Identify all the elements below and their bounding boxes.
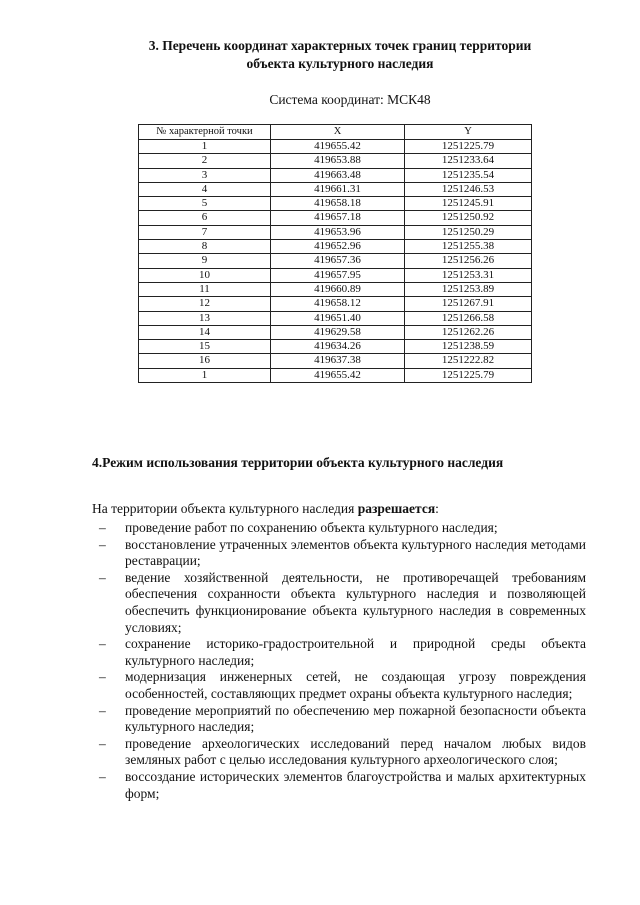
cell-point-number: 14 bbox=[139, 325, 271, 339]
cell-x: 419658.12 bbox=[271, 297, 405, 311]
intro-prefix: На территории объекта культурного наследия bbox=[92, 501, 358, 516]
cell-y: 1251267.91 bbox=[405, 297, 532, 311]
cell-y: 1251238.59 bbox=[405, 340, 532, 354]
table-row bbox=[139, 354, 532, 368]
cell-x: 419660.89 bbox=[271, 282, 405, 296]
table-row bbox=[139, 368, 532, 382]
cell-point-number: 6 bbox=[139, 211, 271, 225]
header-y: Y bbox=[405, 125, 532, 140]
section-4-heading: 4.Режим использования территории объекта культурного наследия bbox=[92, 455, 504, 470]
list-item-text: проведение работ по сохранению объекта культурного наследия; bbox=[125, 520, 498, 535]
cell-x: 419637.38 bbox=[271, 354, 405, 368]
cell-y: 1251250.92 bbox=[405, 211, 532, 225]
cell-x: 419653.96 bbox=[271, 225, 405, 239]
cell-point-number: 1 bbox=[139, 140, 271, 154]
list-item bbox=[92, 520, 586, 537]
cell-x: 419663.48 bbox=[271, 168, 405, 182]
cell-point-number: 7 bbox=[139, 225, 271, 239]
list-dash: – bbox=[99, 520, 106, 535]
section-3-title bbox=[100, 37, 580, 73]
table-row bbox=[139, 282, 532, 296]
section-3-title-line-2: объекта культурного наследия bbox=[246, 56, 434, 71]
list-item-text: ведение хозяйственной деятельности, не противоречащей требованиям обеспечения сохранности объекта культурного наследия и позволяющей обеспечить функционирование объекта культурного наследия в современных условиях; bbox=[125, 569, 586, 635]
table-row bbox=[139, 240, 532, 254]
list-item-text: проведение мероприятий по обеспечению мер пожарной безопасности объекта культурного наследия; bbox=[125, 702, 586, 735]
cell-point-number: 8 bbox=[139, 240, 271, 254]
cell-y: 1251256.26 bbox=[405, 254, 532, 268]
table-row bbox=[139, 211, 532, 225]
table-body bbox=[139, 140, 532, 383]
cell-x: 419651.40 bbox=[271, 311, 405, 325]
list-dash: – bbox=[99, 569, 106, 585]
cell-point-number: 10 bbox=[139, 268, 271, 282]
list-item bbox=[92, 636, 586, 669]
table-row bbox=[139, 268, 532, 282]
permitted-intro bbox=[92, 501, 439, 517]
list-item bbox=[92, 669, 586, 702]
list-dash: – bbox=[99, 669, 106, 685]
list-dash: – bbox=[99, 768, 106, 784]
list-dash: – bbox=[99, 636, 106, 652]
cell-point-number: 15 bbox=[139, 340, 271, 354]
list-item-text: модернизация инженерных сетей, не создающая угрозу повреждения особенностей, составляющих предмет охраны объекта культурного наследия; bbox=[125, 669, 586, 701]
list-dash: – bbox=[99, 735, 106, 751]
cell-x: 419655.42 bbox=[271, 140, 405, 154]
list-dash: – bbox=[99, 702, 106, 718]
cell-point-number: 9 bbox=[139, 254, 271, 268]
cell-x: 419657.18 bbox=[271, 211, 405, 225]
table-row bbox=[139, 168, 532, 182]
table-row bbox=[139, 225, 532, 239]
table-row bbox=[139, 197, 532, 211]
list-item bbox=[92, 570, 586, 636]
permitted-activities-list bbox=[92, 520, 586, 802]
cell-x: 419629.58 bbox=[271, 325, 405, 339]
table-row bbox=[139, 325, 532, 339]
cell-point-number: 3 bbox=[139, 168, 271, 182]
table-row bbox=[139, 140, 532, 154]
table-row bbox=[139, 311, 532, 325]
cell-y: 1251253.89 bbox=[405, 282, 532, 296]
intro-suffix: : bbox=[435, 501, 439, 516]
intro-bold-word: разрешается bbox=[357, 501, 436, 516]
cell-point-number: 4 bbox=[139, 182, 271, 196]
table-header-row bbox=[139, 125, 532, 140]
list-item bbox=[92, 537, 586, 570]
table-row bbox=[139, 154, 532, 168]
section-3-title-line-1: 3. Перечень координат характерных точек границ территории bbox=[148, 38, 532, 53]
cell-point-number: 5 bbox=[139, 197, 271, 211]
cell-y: 1251253.31 bbox=[405, 268, 532, 282]
cell-y: 1251235.54 bbox=[405, 168, 532, 182]
cell-y: 1251225.79 bbox=[405, 140, 532, 154]
cell-x: 419657.95 bbox=[271, 268, 405, 282]
cell-y: 1251222.82 bbox=[405, 354, 532, 368]
cell-point-number: 11 bbox=[139, 282, 271, 296]
list-item bbox=[92, 736, 586, 769]
cell-x: 419657.36 bbox=[271, 254, 405, 268]
cell-y: 1251246.53 bbox=[405, 182, 532, 196]
coordinate-system-label: Система координат: МСК48 bbox=[269, 92, 431, 107]
cell-point-number: 16 bbox=[139, 354, 271, 368]
cell-point-number: 2 bbox=[139, 154, 271, 168]
cell-x: 419655.42 bbox=[271, 368, 405, 382]
header-point-number: № характерной точки bbox=[139, 125, 271, 140]
cell-x: 419652.96 bbox=[271, 240, 405, 254]
table-row bbox=[139, 182, 532, 196]
cell-y: 1251225.79 bbox=[405, 368, 532, 382]
cell-y: 1251266.58 bbox=[405, 311, 532, 325]
cell-x: 419661.31 bbox=[271, 182, 405, 196]
cell-x: 419634.26 bbox=[271, 340, 405, 354]
list-item bbox=[92, 703, 586, 736]
list-dash: – bbox=[99, 536, 106, 552]
cell-y: 1251245.91 bbox=[405, 197, 532, 211]
list-item-text: сохранение историко-градостроительной и природной среды объекта культурного наследия; bbox=[125, 636, 586, 668]
cell-point-number: 12 bbox=[139, 297, 271, 311]
cell-y: 1251255.38 bbox=[405, 240, 532, 254]
cell-x: 419658.18 bbox=[271, 197, 405, 211]
cell-y: 1251250.29 bbox=[405, 225, 532, 239]
list-item bbox=[92, 769, 586, 802]
list-item-text: восстановление утраченных элементов объекта культурного наследия методами реставрации; bbox=[125, 536, 586, 569]
header-x: X bbox=[271, 125, 405, 140]
cell-y: 1251233.64 bbox=[405, 154, 532, 168]
cell-x: 419653.88 bbox=[271, 154, 405, 168]
cell-point-number: 1 bbox=[139, 368, 271, 382]
table-row bbox=[139, 254, 532, 268]
list-item-text: воссоздание исторических элементов благоустройства и малых архитектурных форм; bbox=[125, 768, 586, 801]
table-row bbox=[139, 297, 532, 311]
list-item-text: проведение археологических исследований перед началом любых видов земляных работ с целью исследования культурного археологического слоя; bbox=[125, 735, 586, 768]
table-row bbox=[139, 340, 532, 354]
cell-y: 1251262.26 bbox=[405, 325, 532, 339]
coordinates-table bbox=[138, 124, 532, 383]
cell-point-number: 13 bbox=[139, 311, 271, 325]
